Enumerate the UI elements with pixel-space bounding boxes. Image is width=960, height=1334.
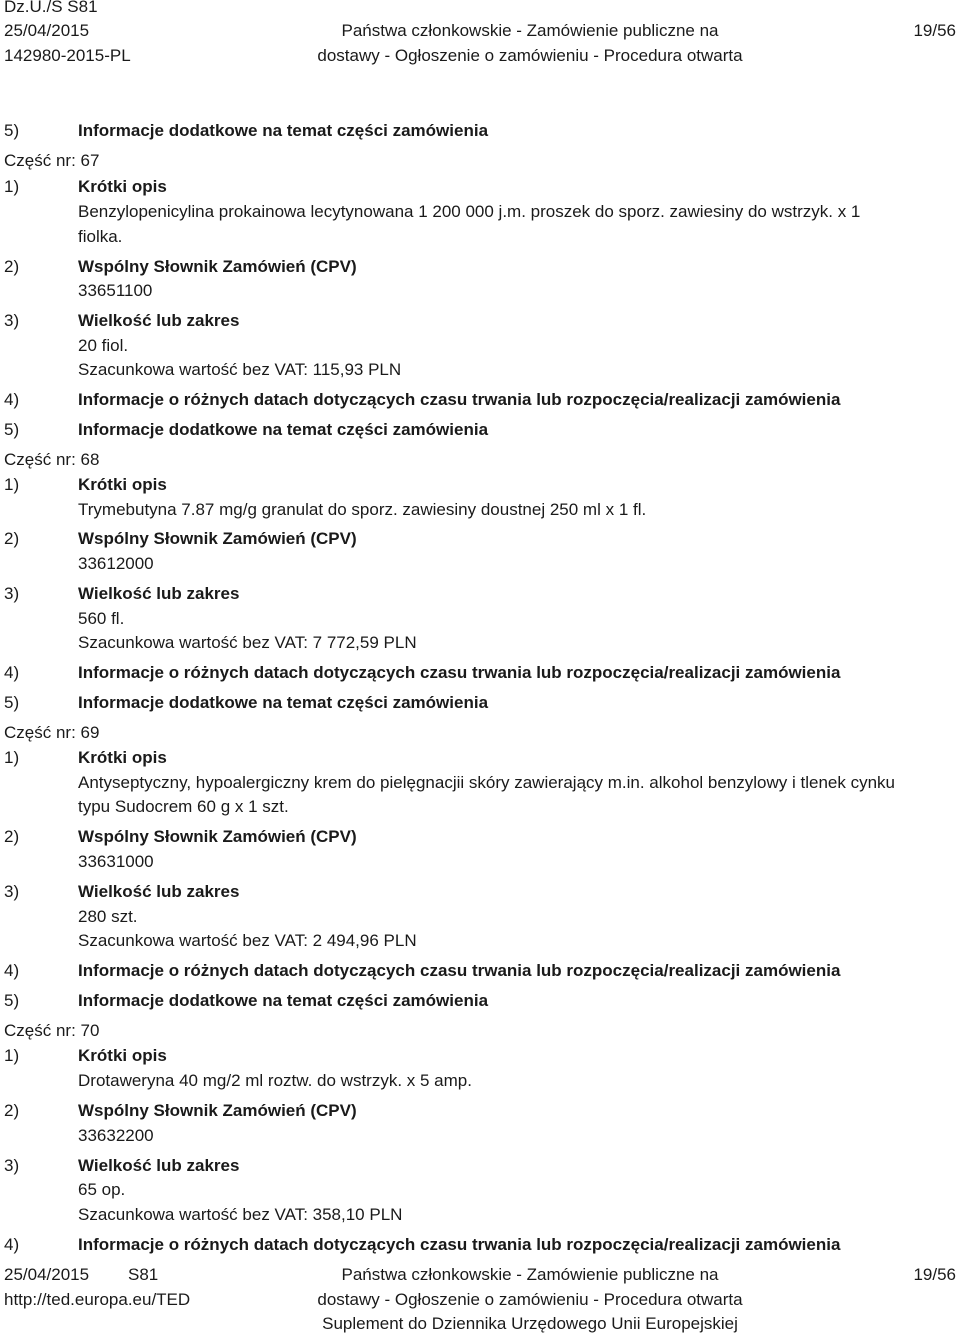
part-description: fiolka. (78, 227, 123, 246)
estimated-value: Szacunkowa wartość bez VAT: 7 772,59 PLN (78, 633, 417, 652)
quantity-value: 280 szt. (78, 907, 138, 926)
item-number: 3) (4, 1156, 20, 1175)
part-description: Drotaweryna 40 mg/2 ml roztw. do wstrzyk. x 5 amp. (78, 1071, 472, 1090)
footer-title-line2: dostawy - Ogłoszenie o zamówieniu - Procedura otwarta (317, 1290, 743, 1309)
estimated-value: Szacunkowa wartość bez VAT: 2 494,96 PLN (78, 931, 417, 950)
item-number: 2) (4, 827, 20, 846)
quantity-value: 560 fl. (78, 609, 125, 628)
section-heading: Wspólny Słownik Zamówień (CPV) (78, 529, 357, 548)
section-heading: Krótki opis (78, 748, 167, 767)
section-heading: Krótki opis (78, 1046, 167, 1065)
footer-title-line1: Państwa członkowskie - Zamówienie publiczne na (341, 1265, 719, 1284)
header-title-line1: Państwa członkowskie - Zamówienie publiczne na (341, 21, 719, 40)
section-heading: Wielkość lub zakres (78, 882, 240, 901)
cpv-code: 33632200 (78, 1126, 154, 1145)
section-heading: Wielkość lub zakres (78, 311, 240, 330)
section-heading: Krótki opis (78, 475, 167, 494)
item-number: 2) (4, 257, 20, 276)
header-title-line2: dostawy - Ogłoszenie o zamówieniu - Procedura otwarta (317, 46, 743, 65)
item-number: 4) (4, 1235, 20, 1254)
item-number: 1) (4, 475, 20, 494)
part-description: Trymebutyna 7.87 mg/g granulat do sporz. zawiesiny doustnej 250 ml x 1 fl. (78, 500, 647, 519)
section-heading: Krótki opis (78, 177, 167, 196)
item-number: 3) (4, 584, 20, 603)
cpv-code: 33651100 (78, 281, 153, 300)
part-description: Antyseptyczny, hypoalergiczny krem do pielęgnacjii skóry zawierający m.in. alkohol benzylowy i tlenek cynku (78, 773, 895, 792)
part-number: Część nr: 70 (4, 1021, 100, 1040)
section-heading: Informacje o różnych datach dotyczących czasu trwania lub rozpoczęcia/realizacji zamówienia (78, 390, 841, 409)
item-number: 5) (4, 420, 20, 439)
item-number: 5) (4, 693, 20, 712)
section-heading: Informacje dodatkowe na temat części zamówienia (78, 420, 489, 439)
section-heading: Informacje o różnych datach dotyczących czasu trwania lub rozpoczęcia/realizacji zamówienia (78, 663, 841, 682)
section-heading: Wielkość lub zakres (78, 584, 240, 603)
part-number: Część nr: 69 (4, 723, 100, 742)
item-number: 5) (4, 991, 20, 1010)
section-heading: Wspólny Słownik Zamówień (CPV) (78, 257, 357, 276)
item-number: 4) (4, 663, 20, 682)
section-heading: Wspólny Słownik Zamówień (CPV) (78, 827, 357, 846)
footer-journal: S81 (128, 1265, 159, 1284)
item-number: 1) (4, 1046, 20, 1065)
footer-url[interactable]: http://ted.europa.eu/TED (4, 1290, 191, 1309)
item-number: 5) (4, 121, 20, 140)
quantity-value: 65 op. (78, 1180, 126, 1199)
item-number: 1) (4, 748, 20, 767)
section-heading: Informacje dodatkowe na temat części zamówienia (78, 991, 489, 1010)
estimated-value: Szacunkowa wartość bez VAT: 115,93 PLN (78, 360, 402, 379)
quantity-value: 20 fiol. (78, 336, 129, 355)
header-date: 25/04/2015 (4, 21, 90, 40)
header-journal: Dz.U./S S81 (4, 0, 98, 16)
item-number: 4) (4, 390, 20, 409)
section-heading: Wspólny Słownik Zamówień (CPV) (78, 1101, 357, 1120)
item-number: 2) (4, 529, 20, 548)
item-number: 1) (4, 177, 20, 196)
cpv-code: 33612000 (78, 554, 154, 573)
part-description: typu Sudocrem 60 g x 1 szt. (78, 797, 289, 816)
section-heading: Informacje dodatkowe na temat części zamówienia (78, 121, 489, 140)
header-ref: 142980-2015-PL (4, 46, 131, 65)
header-page: 19/56 (913, 21, 956, 40)
section-heading: Informacje o różnych datach dotyczących czasu trwania lub rozpoczęcia/realizacji zamówienia (78, 961, 841, 980)
section-heading: Informacje o różnych datach dotyczących czasu trwania lub rozpoczęcia/realizacji zamówienia (78, 1235, 841, 1254)
item-number: 4) (4, 961, 20, 980)
estimated-value: Szacunkowa wartość bez VAT: 358,10 PLN (78, 1205, 403, 1224)
footer-page: 19/56 (913, 1265, 956, 1284)
footer-title-line3: Suplement do Dziennika Urzędowego Unii Europejskiej (322, 1314, 738, 1333)
part-number: Część nr: 68 (4, 450, 100, 469)
part-number: Część nr: 67 (4, 151, 100, 170)
section-heading: Wielkość lub zakres (78, 1156, 240, 1175)
cpv-code: 33631000 (78, 852, 154, 871)
item-number: 3) (4, 882, 20, 901)
item-number: 2) (4, 1101, 20, 1120)
footer-date: 25/04/2015 (4, 1265, 90, 1284)
part-description: Benzylopenicylina prokainowa lecytynowana 1 200 000 j.m. proszek do sporz. zawiesiny do wstrzyk. x 1 (78, 202, 861, 221)
item-number: 3) (4, 311, 20, 330)
section-heading: Informacje dodatkowe na temat części zamówienia (78, 693, 489, 712)
